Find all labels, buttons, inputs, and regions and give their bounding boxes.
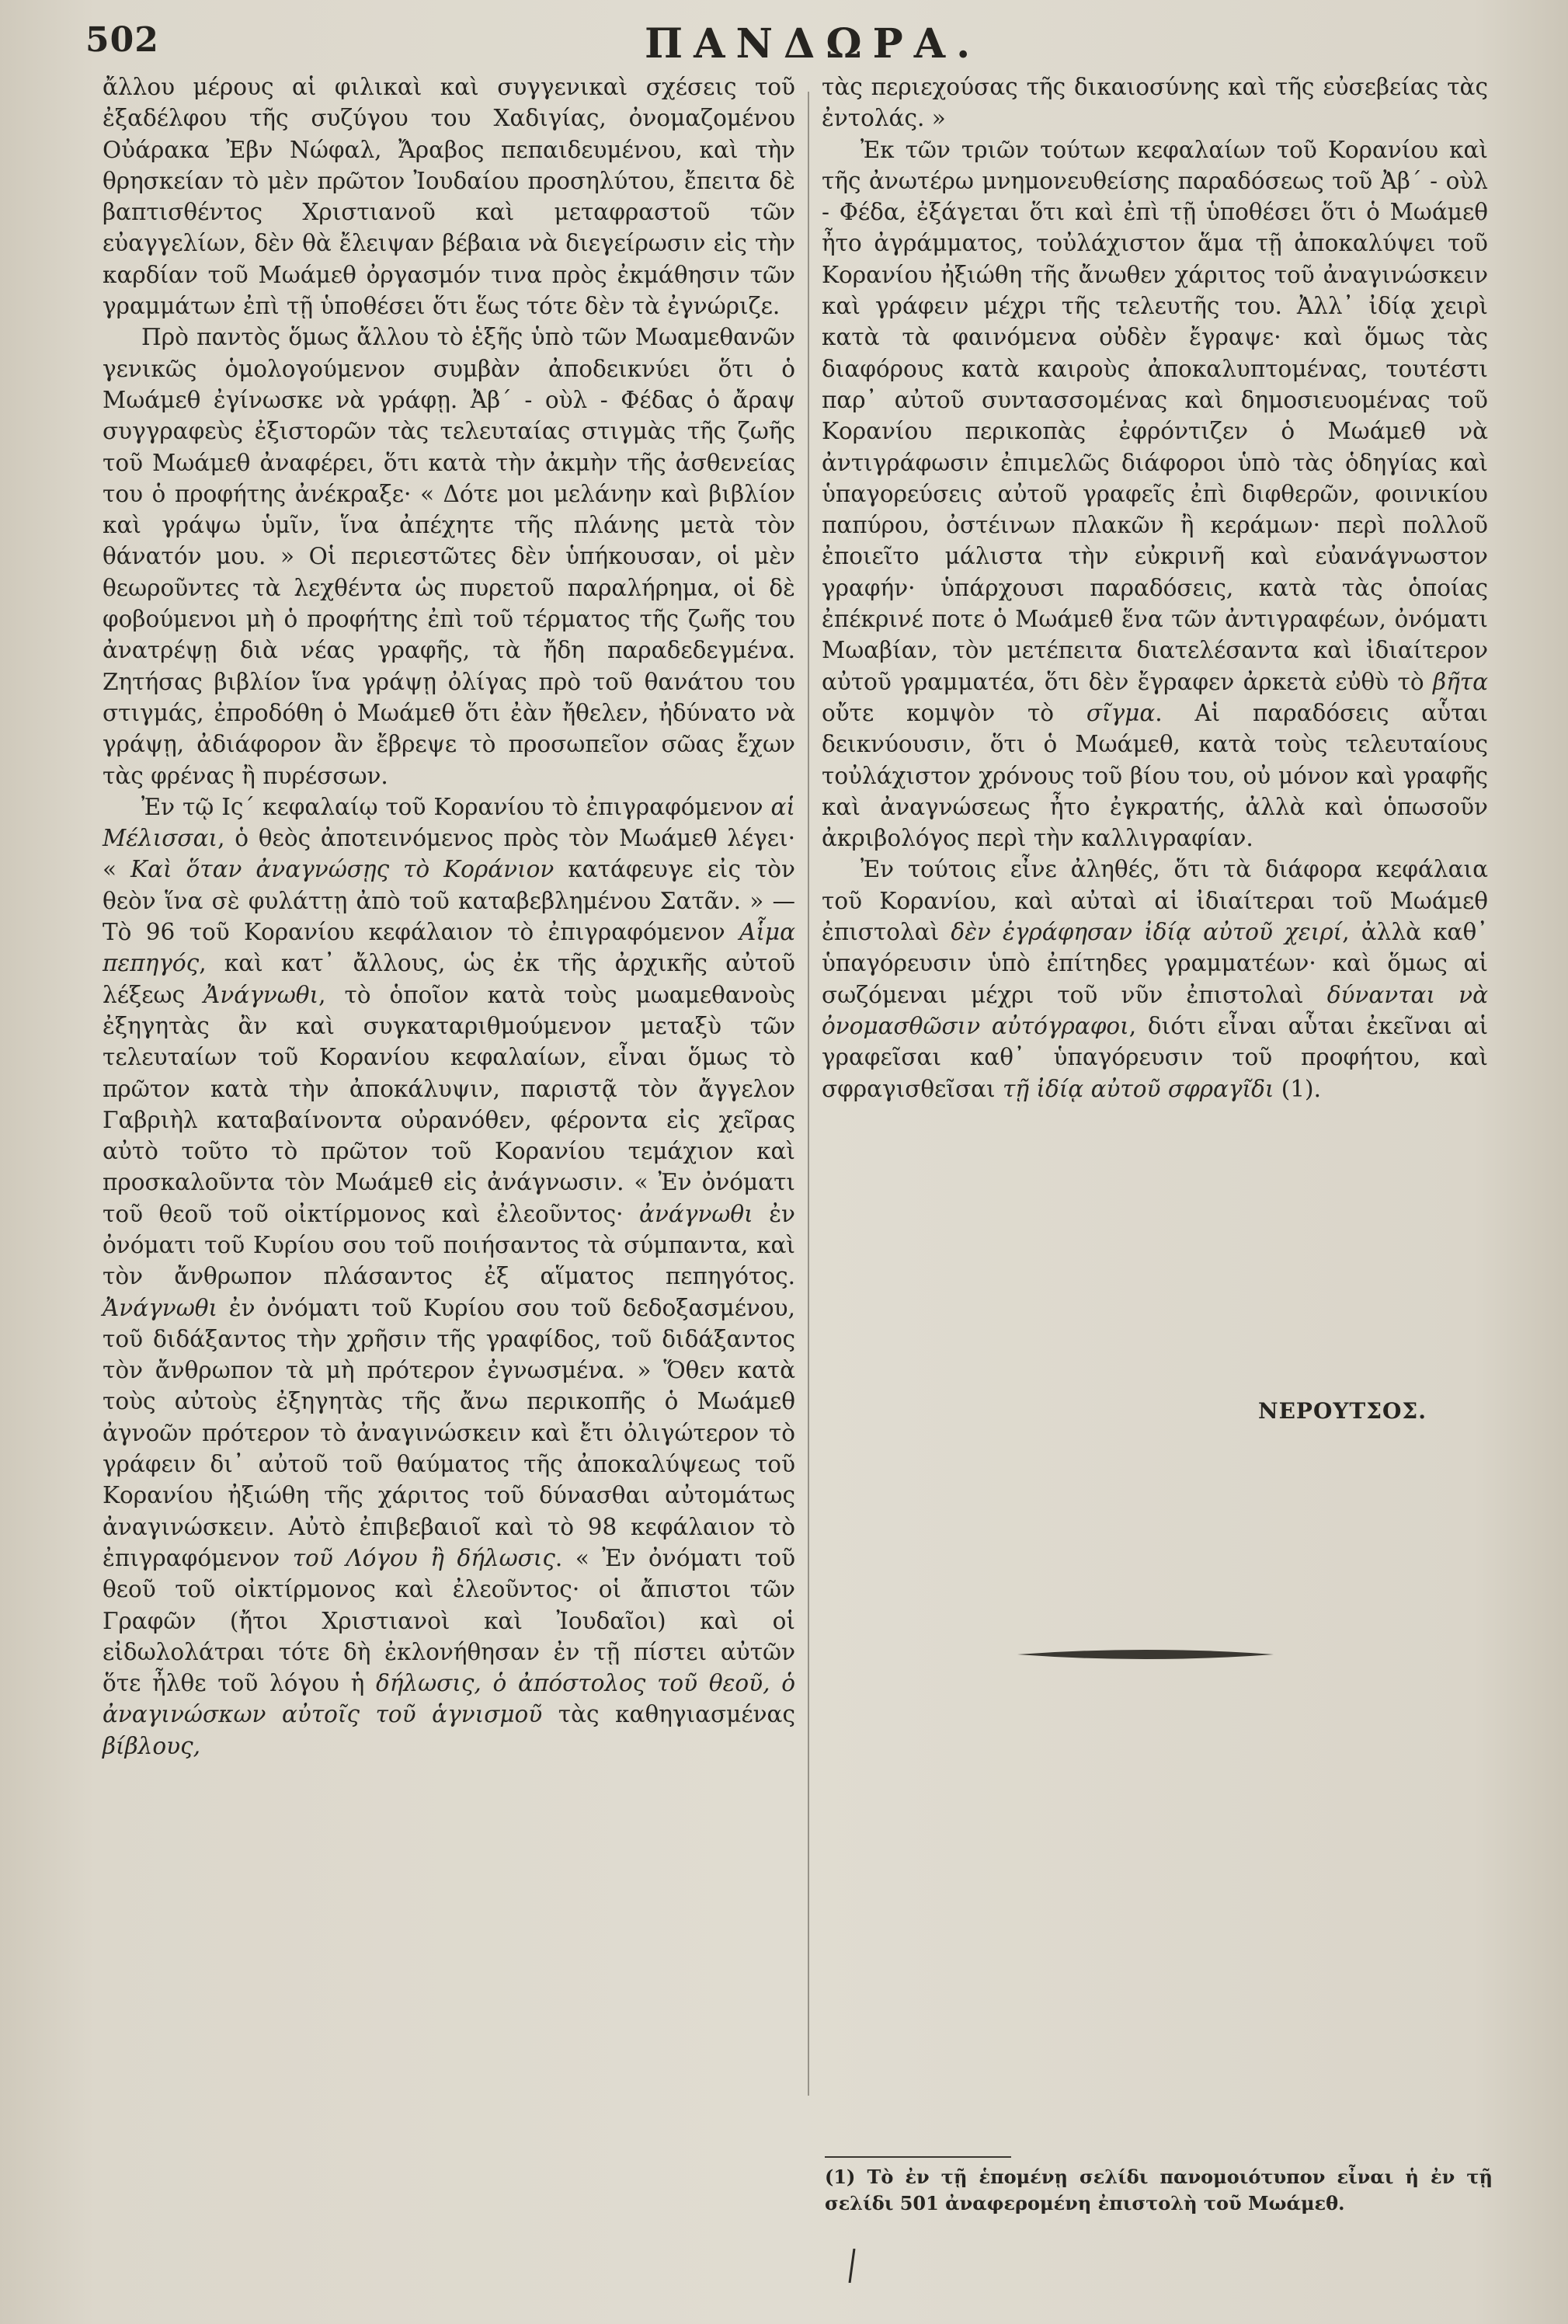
text-run: Ἐν τούτοις εἶνε ἀληθές, ὅτι τὰ διάφορα κεφάλαια τοῦ Κορανίου, καὶ αὐταὶ αἱ ἰδιαίτεραι τοῦ Μωάμεθ ἐπιστολαὶ (822, 856, 1488, 946)
italic-text: αἱ Μέλισσαι (103, 793, 795, 852)
text-run: ἐν ὀνόματι τοῦ Κυρίου σου τοῦ δεδοξασμένου, τοῦ διδάξαντος τὴν χρῆσιν τῆς γραφίδος, τοῦ διδάξαντος τὸν ἄνθρωπον τὰ μὴ πρότερον ἐγνωσμένα. » Ὅθεν κατὰ τοὺς αὐτοὺς ἐξηγητὰς τῆς ἄνω περικοπῆς ὁ Μωάμεθ ἀγνοῶν πρότερον τὸ ἀναγινώσκειν καὶ ἔτι ὀλιγώτερον τὸ γράφειν δι᾽ αὐτοῦ τοῦ θαύματος τῆς ἀποκαλύψεως τοῦ Κορανίου ἠξιώθη τῆς χάριτος τοῦ δύνασθαι αὐτομάτως ἀναγινώσκειν. Αὐτὸ ἐπιβεβαιοῖ καὶ τὸ 98 κεφάλαιον τὸ ἐπιγραφόμενον (103, 1294, 795, 1571)
page-number: 502 (85, 20, 159, 60)
bleed-through-text (839, 1437, 1476, 2136)
italic-text: βίβλους, (103, 1732, 200, 1759)
paragraph (822, 854, 1488, 1104)
italic-text: Ἀνάγνωθι (203, 981, 319, 1008)
paragraph (103, 791, 795, 1762)
right-text-column (822, 71, 1488, 1105)
paragraph (103, 71, 795, 322)
text-run: ἐν ὀνόματι τοῦ Κυρίου σου τοῦ ποιήσαντος τὰ σύμπαντα, καὶ τὸν ἄνθρωπον πλάσαντος ἐξ αἵματος πεπηγότος. (103, 1200, 795, 1290)
author-signature: ΝΕΡΟΥΤΣΟΣ. (1258, 1398, 1427, 1424)
italic-text: δήλωσις, ὁ ἀπόστολος τοῦ θεοῦ, ὁ ἀναγινώσκων αὐτοῖς τοῦ ἁγνισμοῦ (103, 1670, 795, 1728)
text-run: τὰς περιεχούσας τῆς δικαιοσύνης καὶ τῆς εὐσεβείας τὰς ἐντολάς. » (822, 74, 1488, 132)
paragraph (822, 134, 1488, 854)
italic-text: δύνανται νὰ ὀνομασθῶσιν αὐτόγραφοι (822, 981, 1488, 1039)
running-head: ΠΑΝΔΩΡΑ. (645, 20, 982, 68)
text-run: Ἐκ τῶν τριῶν τούτων κεφαλαίων τοῦ Κορανίου καὶ τῆς ἀνωτέρω μνημονευθείσης παραδόσεως τοῦ Ἀβ΄ - οὺλ - Φέδα, ἐξάγεται ὅτι καὶ ἐπὶ τῇ ὑποθέσει ὅτι ὁ Μωάμεθ ἦτο ἀγράμματος, τοὐλάχιστον ἅμα τῇ ἀποκαλύψει τοῦ Κορανίου ἠξιώθη τῆς ἄνωθεν χάριτος τοῦ ἀναγινώσκειν καὶ γράφειν μέχρι τῆς τελευτῆς του. Ἀλλ᾽ ἰδίᾳ χειρὶ κατὰ τὰ φαινόμενα οὐδὲν ἔγραψε· καὶ ὅμως τὰς διαφόρους κατὰ καιροὺς ἀποκαλυπτομένας, τουτέστι παρ᾽ αὐτοῦ συντασσομένας καὶ δημοσιευομένας τοῦ Κορανίου περικοπὰς ἐφρόντιζεν ὁ Μωάμεθ νὰ ἀντιγράφωσιν ἐπιμελῶς διάφοροι ὑπὸ τὰς ὁδηγίας καὶ ὑπαγορεύσεις αὐτοῦ γραφεῖς ἐπὶ διφθερῶν, φοινικίου παπύρου, ὀστέινων πλακῶν ἢ κεράμων· περὶ πολλοῦ ἐποιεῖτο μάλιστα τὴν εὐκρινῆ καὶ εὐανάγνωστον γραφήν· ὑπάρχουσι παραδόσεις, κατὰ τὰς ὁποίας ἐπέκρινέ ποτε ὁ Μωάμεθ ἕνα τῶν ἀντιγραφέων, ὀνόματι Μωαβίαν, τὸν μετέπειτα διατελέσαντα καὶ ἰδιαίτερον αὐτοῦ γραμματέα, ὅτι δὲν ἔγραφεν ἀρκετὰ εὐθὺ τὸ (822, 136, 1488, 695)
text-run: . « Ἐν ὀνόματι τοῦ θεοῦ τοῦ οἰκτίρμονος καὶ ἐλεοῦντος· οἱ ἄπιστοι τῶν Γραφῶν (ἤτοι Χριστιανοὶ καὶ Ἰουδαῖοι) καὶ οἱ εἰδωλολάτραι τότε δὴ ἐκλονήθησαν ἐν τῇ πίστει αὐτῶν ὅτε ἦλθε τοῦ λόγου ἡ (103, 1544, 796, 1697)
italic-text: Αἷμα πεπηγός (103, 919, 795, 977)
italic-text: τῇ ἰδίᾳ αὐτοῦ σφραγῖδι (1003, 1075, 1274, 1102)
page-header (85, 14, 1530, 70)
text-run: (1). (1274, 1075, 1321, 1102)
text-run: οὔτε κομψὸν τὸ (822, 699, 1086, 726)
text-run: ἄλλου μέρους αἱ φιλικαὶ καὶ συγγενικαὶ σχέσεις τοῦ ἐξαδέλφου τῆς συζύγου του Χαδιγίας, ὀνομαζομένου Οὐάρακα Ἐβν Νώφαλ, Ἄραβος πεπαιδευμένου, καὶ τὴν θρησκείαν τὸ μὲν πρῶτον Ἰουδαίου προσηλύτου, ἔπειτα δὲ βαπτισθέντος Χριστιανοῦ καὶ μεταφραστοῦ τῶν εὐαγγελίων, δὲν θὰ ἔλειψαν βέβαια νὰ διεγείρωσιν εἰς τὴν καρδίαν τοῦ Μωάμεθ ὀργασμόν τινα πρὸς ἐκμάθησιν τῶν γραμμάτων ἐπὶ τῇ ὑποθέσει ὅτι ἕως τότε δὲν τὰ ἐγνώριζε. (103, 74, 795, 320)
text-run: . Αἱ παραδόσεις αὗται δεικνύουσιν, ὅτι ὁ Μωάμεθ, κατὰ τοὺς τελευταίους τοὐλάχιστον χρόνους τοῦ βίου του, οὐ μόνον καὶ γραφῆς καὶ ἀναγνώσεως ἦτο ἐγκρατής, ἀλλὰ καὶ ὁπωσοῦν ἀκριβολόγος περὶ τὴν καλλιγραφίαν. (822, 699, 1488, 852)
text-run: Πρὸ παντὸς ὅμως ἄλλου τὸ ἑξῆς ὑπὸ τῶν Μωαμεθανῶν γενικῶς ὁμολογούμενον συμβὰν ἀποδεικνύει ὅτι ὁ Μωάμεθ ἐγίνωσκε νὰ γράφῃ. Ἀβ΄ - οὺλ - Φέδας ὁ ἄραψ συγγραφεὺς ἐξιστορῶν τὰς τελευταίας στιγμὰς τῆς ζωῆς τοῦ Μωάμεθ ἀναφέρει, ὅτι κατὰ τὴν ἀκμὴν τῆς ἀσθενείας του ὁ προφήτης ἀνέκραξε· « Δότε μοι μελάνην καὶ βιβλίον καὶ γράψω ὑμῖν, ἵνα ἀπέχητε τῆς πλάνης μετὰ τὸν θάνατόν μου. » Οἱ περιεστῶτες δὲν ὑπήκουσαν, οἱ μὲν θεωροῦντες τὰ λεχθέντα ὡς πυρετοῦ παραλήρημα, οἱ δὲ φοβούμενοι μὴ ὁ προφήτης ἐπὶ τοῦ τέρματος τῆς ζωῆς του ἀνατρέψῃ διὰ νέας γραφῆς, τὰ ἤδη παραδεδεγμένα. Ζητήσας βιβλίον ἵνα γράψῃ ὀλίγας πρὸ τοῦ θανάτου του στιγμάς, ἐπροδόθη ὁ Μωάμεθ ὅτι ἐὰν ἤθελεν, ἠδύνατο νὰ γράψῃ, ἀδιάφορον ἂν ἔβρεψε τὸ προσωπεῖον σῶας ἔχων τὰς φρένας ἢ πυρέσσων. (103, 324, 795, 789)
italic-text: Ἀνάγνωθι (103, 1294, 218, 1321)
paragraph (103, 322, 795, 791)
italic-text: ἀνάγνωθι (639, 1200, 753, 1227)
italic-text: Καὶ ὅταν ἀναγνώσῃς τὸ Κοράνιον (130, 856, 555, 883)
text-run: , τὸ ὁποῖον κατὰ τοὺς μωαμεθανοὺς ἐξηγητὰς ἂν καὶ συγκαταριθμούμενον μεταξὺ τῶν τελευταίων τοῦ Κορανίου κεφαλαίων, εἶναι ὅμως τὸ πρῶτον κατὰ τὴν ἀποκάλυψιν, παριστᾷ τὸν ἄγγελον Γαβριὴλ καταβαίνοντα οὐρανόθεν, φέροντα εἰς χεῖρας αὐτὸ τοῦτο τὸ πρῶτον τοῦ Κορανίου τεμάχιον καὶ προσκαλοῦντα τὸν Μωάμεθ εἰς ἀνάγνωσιν. « Ἐν ὀνόματι τοῦ θεοῦ τοῦ οἰκτίρμονος καὶ ἐλεοῦντος· (103, 981, 795, 1227)
footnote-rule (825, 2156, 1011, 2158)
text-run: κατάφευγε εἰς τὸν θεὸν ἵνα σὲ φυλάττῃ ἀπὸ τοῦ καταβεβλημένου Σατᾶν. » — Τὸ 96 τοῦ Κορανίου κεφάλαιον τὸ ἐπιγραφόμενον (103, 856, 795, 946)
text-run: , ὁ θεὸς ἀποτεινόμενος πρὸς τὸν Μωάμεθ λέγει· « (103, 825, 795, 883)
text-run: τὰς καθηγιασμένας (542, 1701, 795, 1728)
footnote: (1) Τὸ ἐν τῇ ἑπομένῃ σελίδι πανομοιότυπον εἶναι ἡ ἐν τῇ σελίδι 501 ἀναφερομένη ἐπιστολὴ τοῦ Μωάμεθ. (825, 2166, 1493, 2214)
paragraph (822, 71, 1488, 134)
text-run: Ἐν τῷ Ις΄ κεφαλαίῳ τοῦ Κορανίου τὸ ἐπιγραφόμενον (141, 793, 771, 820)
column-divider (808, 92, 809, 2096)
text-run: , διότι εἶναι αὗται ἐκεῖναι αἱ γραφεῖσαι καθ᾽ ὑπαγόρευσιν τοῦ προφήτου, καὶ σφραγισθεῖσαι (822, 1012, 1489, 1102)
italic-text: τοῦ Λόγου ἢ δήλωσις (292, 1544, 555, 1571)
ink-mark (847, 2249, 857, 2283)
italic-text: σῖγμα (1086, 699, 1156, 726)
italic-text: βῆτα (1433, 668, 1488, 695)
italic-text: δὲν ἐγράφησαν ἰδίᾳ αὐτοῦ χειρί (951, 919, 1343, 946)
text-run: , ἀλλὰ καθ᾽ ὑπαγόρευσιν ὑπὸ ἐπίτηδες γραμματέων· καὶ ὅμως αἱ σωζόμεναι μέχρι τοῦ νῦν ἐπιστολαὶ (822, 919, 1488, 1008)
left-text-column (103, 71, 795, 1762)
decorative-rule (1017, 1647, 1274, 1662)
text-run: , καὶ κατ᾽ ἄλλους, ὡς ἐκ τῆς ἀρχικῆς αὐτοῦ λέξεως (103, 950, 795, 1008)
